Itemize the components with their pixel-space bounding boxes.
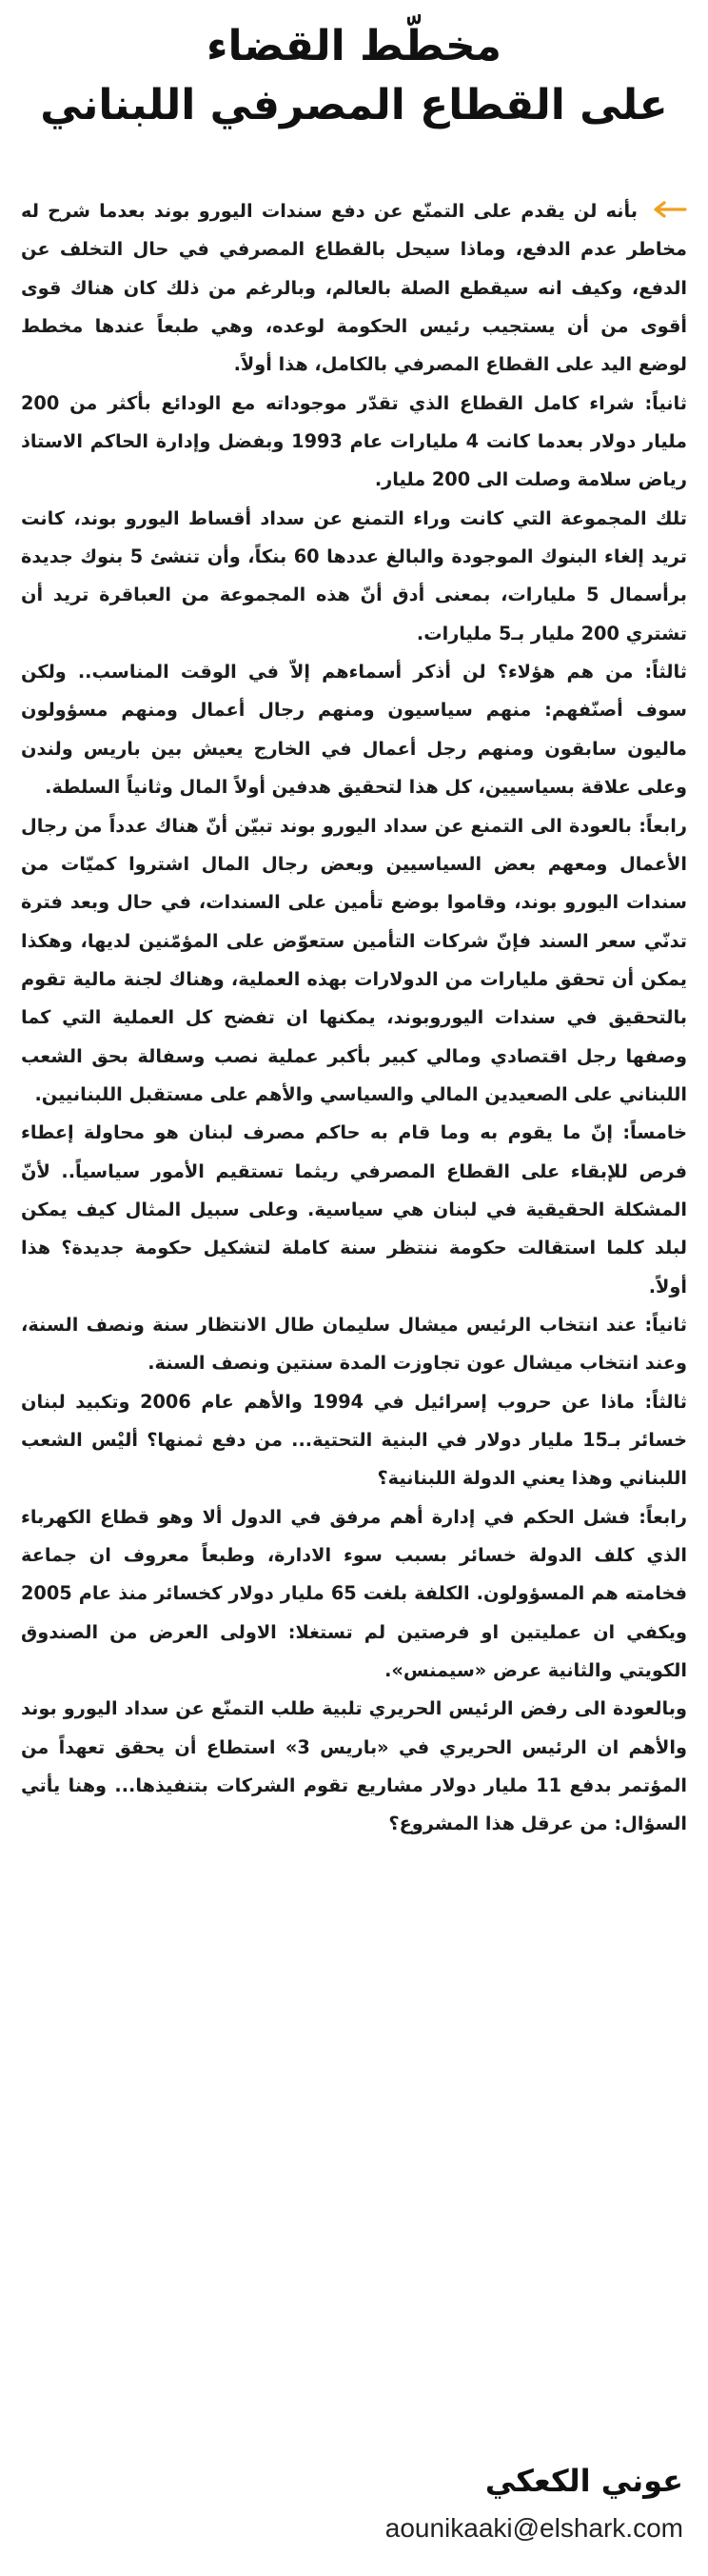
- headline-line-2: على القطاع المصرفي اللبناني: [40, 81, 668, 129]
- author-email-link[interactable]: aounikaaki@elshark.com: [384, 2513, 683, 2543]
- paragraph-8: ثالثاً: ماذا عن حروب إسرائيل في 1994 والأهم عام 2006 وتكبيد لبنان خسائر بـ15 مليار دولار في البنية التحتية... من دفع ثمنها؟ أليْس الشعب اللبناني وهذا يعني الدولة اللبنانية؟: [21, 1390, 687, 1490]
- headline-line-1: مخطّط القضاء: [206, 22, 502, 70]
- article-headline: [0, 17, 708, 135]
- author-name: عوني الكعكي: [484, 2463, 683, 2499]
- paragraph-10: وبالعودة الى رفض الرئيس الحريري تلبية طلب التمنّع عن سداد اليورو بوند والأهم ان الرئيس الحريري في «باريس 3» استطاع أن يحقق تعهداً من المؤتمر بدفع 11 مليار دولار مشاريع تقوم الشركات بتنفيذها... وهنا يأتي السؤال: من عرقل هذا المشروع؟: [21, 1697, 687, 1835]
- paragraph-1: [21, 192, 687, 385]
- orange-arrow-icon: [649, 200, 687, 219]
- paragraph-2: ثانياً: شراء كامل القطاع الذي تقدّر موجوداته مع الودائع بأكثر من 200 مليار دولار بعدما كانت 4 مليارات عام 1993 وبفضل وإدارة الحاكم الاستاذ رياض سلامة وصلت الى 200 مليار.: [21, 391, 687, 491]
- article-body: [21, 192, 687, 1844]
- paragraph-6: خامساً: إنّ ما يقوم به وما قام به حاكم مصرف لبنان هو محاولة إعطاء فرص للإبقاء على القطاع المصرفي ريثما تستقيم الأمور سياسياً.. لأنّ المشكلة الحقيقية في لبنان هي سياسية. وعلى سبيل المثال كيف يمكن لبلد كلما استقالت حكومة ننتظر سنة كاملة لتشكيل حكومة جديدة؟ هذا أولاً.: [21, 1121, 687, 1298]
- paragraph-7: ثانياً: عند انتخاب الرئيس ميشال سليمان طال الانتظار سنة ونصف السنة، وعند انتخاب ميشال عون تجاوزت المدة سنتين ونصف السنة.: [21, 1313, 687, 1375]
- paragraph-3: تلك المجموعة التي كانت وراء التمنع عن سداد أقساط اليورو بوند، كانت تريد إلغاء البنوك الموجودة والبالغ عددها 60 بنكاً، وأن تنشئ 5 بنوك جديدة برأسمال 5 مليارات، بمعنى أدق أنّ هذه المجموعة من العباقرة تريد أن تشتري 200 مليار بـ5 مليارات.: [21, 506, 687, 644]
- paragraph-5: رابعاً: بالعودة الى التمنع عن سداد اليورو بوند تبيّن أنّ هناك عدداً من رجال الأعمال ومعهم بعض السياسيين وبعض رجال المال اشتروا كميّات من سندات اليورو بوند، وقاموا بوضع تأمين على السندات، في حال وبعد فترة تدنّي سعر السند فإنّ شركات التأمين ستعوّض على المؤمّنين لديها، وهكذا يمكن أن تحقق مليارات من الدولارات بهذه العملية، وهناك لجنة مالية تقوم بالتحقيق في سندات اليوروبوند، يمكنها ان تفضح كل العملية التي كما وصفها رجل اقتصادي ومالي كبير بأكبر عملية نصب وسفالة بحق الشعب اللبناني على الصعيدين المالي والسياسي والأهم على مستقبل اللبنانيين.: [21, 814, 687, 1105]
- paragraph-text: بأنه لن يقدم على التمنّع عن دفع سندات اليورو بوند بعدما شرح له مخاطر عدم الدفع، وماذا سيحل بالقطاع المصرفي في حال التخلف عن الدفع، وكيف انه سيقطع الصلة بالعالم، وبالرغم من ذلك كان هناك قوى أقوى من أن يستجيب رئيس الحكومة لوعده، وهي طبعاً عندها مخطط لوضع اليد على القطاع المصرفي بالكامل، هذا أولاً.: [21, 200, 687, 376]
- paragraph-4: ثالثاً: من هم هؤلاء؟ لن أذكر أسماءهم إلاّ في الوقت المناسب.. ولكن سوف أصنّفهم: منهم سياسيون ومنهم رجال أعمال ومنهم مسؤولون ماليون سابقون ومنهم رجل أعمال في الخارج يعيش بين باريس ولندن وعلى علاقة بسياسيين، كل هذا لتحقيق هدفين أولاً المال وثانياً السلطة.: [21, 661, 687, 799]
- paragraph-9: رابعاً: فشل الحكم في إدارة أهم مرفق في الدول ألا وهو قطاع الكهرباء الذي كلف الدولة خسائر بسبب سوء الادارة، وطبعاً معروف ان جماعة فخامته هم المسؤولون. الكلفة بلغت 65 مليار دولار كخسائر منذ عام 2005 ويكفي ان عمليتين او فرصتين لم تستغلا: الاولى العرض من الصندوق الكويتي والثانية عرض «سيمنس».: [21, 1505, 687, 1682]
